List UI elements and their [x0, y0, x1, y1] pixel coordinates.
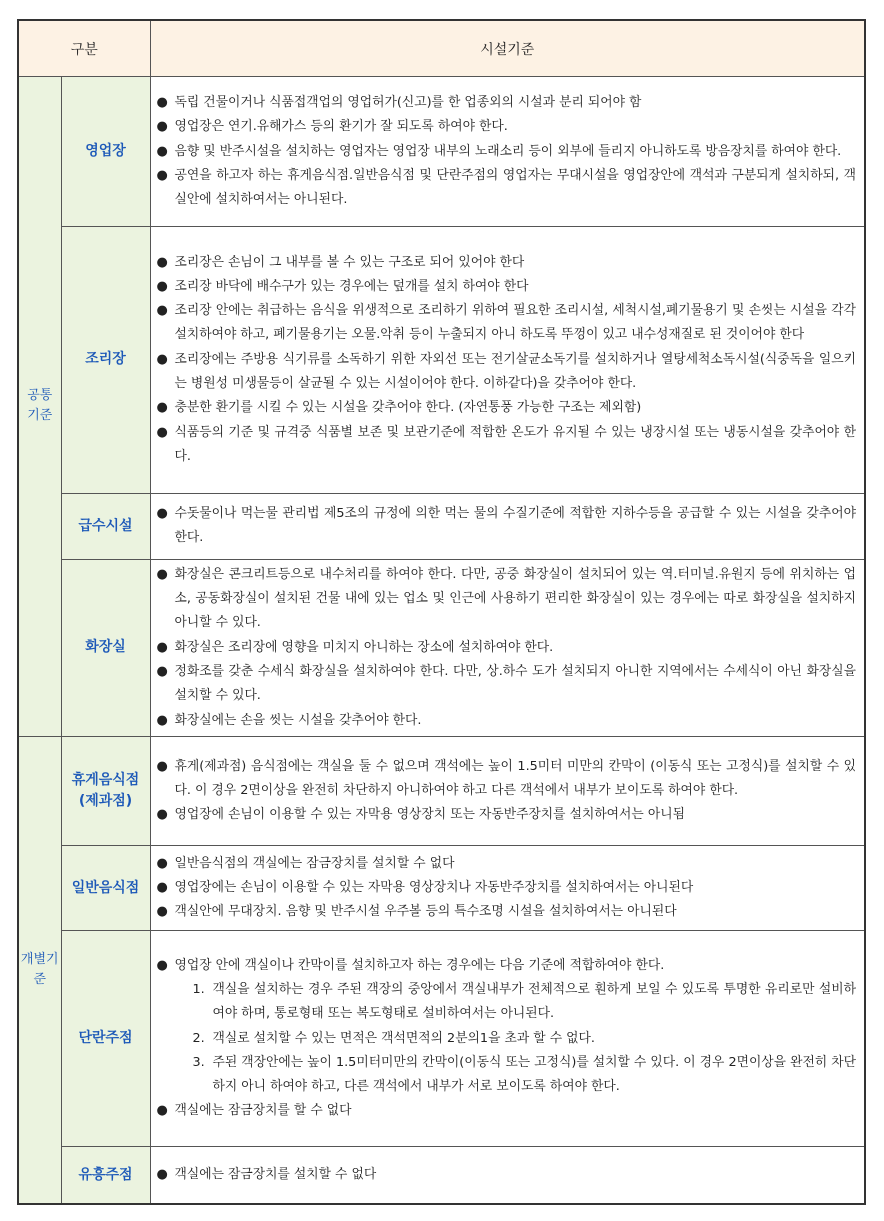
row-label: 단란주점 [61, 931, 150, 1147]
numbered-item: 3. 주된 객장안에는 높이 1.5미터미만의 칸막이(이동식 또는 고정식)를 설치할 수 있다. 이 경우 2면이상을 완전히 차단하지 아니 하여야 하고, 다른 객석에서 내부가 서로 보이도록 하여야 한다. [192, 1054, 856, 1095]
row-label: 일반음식점 [61, 846, 150, 931]
list-item: ● 식품등의 기준 및 규격중 식품별 보존 및 보관기준에 적합한 온도가 유지될 수 있는 냉장시설 또는 냉동시설을 갖추어야 한다. [157, 421, 857, 470]
table-row [18, 77, 865, 227]
list-item: ● 충분한 환기를 시킬 수 있는 시설을 갖추어야 한다. (자연통풍 가능한 구조는 제외함) [157, 396, 857, 420]
row-content [150, 227, 865, 493]
row-label: 급수시설 [61, 493, 150, 559]
group-individual [18, 736, 61, 1204]
bullet-icon: ● [156, 254, 168, 270]
list-item: ● 객실에는 잠금장치를 설치할 수 없다 [157, 1163, 857, 1187]
bullet-icon: ● [156, 639, 168, 655]
bullet-icon: ● [156, 400, 168, 416]
table-row [18, 1147, 865, 1204]
list-item: ● 수돗물이나 먹는물 관리법 제5조의 규정에 의한 먹는 물의 수질기준에 적합한 지하수등을 공급할 수 있는 시설을 갖추어야 한다. [157, 502, 857, 551]
list-item: ● 조리장에는 주방용 식기류를 소독하기 위한 자외선 또는 전기살균소독기를 설치하거나 열탕세척소독시설(식중독을 일으키는 병원성 미생물등이 살균될 수 있는 시설이어야 한다. 이하같다)을 갖추어야 한다. [157, 348, 857, 397]
list-item: ● 화장실은 조리장에 영향을 미치지 아니하는 장소에 설치하여야 한다. [157, 636, 857, 660]
bullet-icon: ● [156, 94, 168, 110]
bullet-icon: ● [156, 351, 168, 367]
numbered-list [175, 978, 857, 1099]
row-label: 유흥주점 [61, 1147, 150, 1204]
table-row [18, 931, 865, 1147]
row-content [150, 77, 865, 227]
numbered-item: 1. 객실을 설치하는 경우 주된 객장의 중앙에서 객실내부가 전체적으로 훤하게 보일 수 있도록 투명한 유리로만 설비하여야 하며, 통로형태 또는 복도형태로 설비하여서는 아니된다. [192, 982, 856, 1022]
facility-standards-table [17, 19, 866, 1205]
bullet-icon: ● [156, 505, 168, 521]
table-row [18, 736, 865, 845]
list-item: ● 일반음식점의 객실에는 잠금장치를 설치할 수 없다 [157, 852, 857, 876]
row-label: 조리장 [61, 227, 150, 493]
bullet-icon: ● [156, 1167, 168, 1183]
table-row [18, 846, 865, 931]
list-item: ● 휴게(제과점) 음식점에는 객실을 둘 수 없으며 객석에는 높이 1.5미터 미만의 칸막이 (이동식 또는 고정식)를 설치할 수 있다. 이 경우 2면이상을 완전히 차단하지 아니하여야 하고 다른 객석에서 내부가 보이도록 하여야 한다. [157, 755, 857, 804]
list-item: ● 조리장 안에는 취급하는 음식을 위생적으로 조리하기 위하여 필요한 조리시설, 세척시설,폐기물용기 및 손씻는 시설을 각각 설치하여야 하고, 폐기물용기는 오물.악취 등이 누출되지 아니 하도록 뚜껑이 있고 내수성재질로 된 것이어야 한다 [157, 299, 857, 348]
list-item: ● 화장실은 콘크리트등으로 내수처리를 하여야 한다. 다만, 공중 화장실이 설치되어 있는 역.터미널.유원지 등에 위치하는 업소, 공동화장실이 설치된 건물 내에 있는 업소 및 인근에 사용하기 편리한 화장실이 있는 경우에는 따로 화장실을 설치하지 아니할 수 있다. [157, 563, 857, 636]
bullet-icon: ● [156, 904, 168, 920]
row-content [150, 1147, 865, 1204]
bullet-icon: ● [156, 879, 168, 895]
bullet-icon: ● [156, 807, 168, 823]
list-item: ● 영업장 안에 객실이나 칸막이를 설치하고자 하는 경우에는 다음 기준에 적합하여야 한다. 1. 객실을 설치하는 경우 주된 객장의 중앙에서 객실내부가 전체적으로 훤하게 보일 수 있도록 투명한 유리로만 설비하여야 하며, 통로형태 또는 복도형태로 설비하여서는 아니된다. 2. 객실로 설치할 수 있는 면적은 객석면적의 2분의1을 초과 할 수 없다. 3. 주된 객장안에는 높이 1.5미터미만의 칸막이(이동식 또는 고정식)를 설치할 수 있다. 이 경우 2면이상을 완전히 차단하지 아니 하여야 하고, 다른 객석에서 내부가 서로 보이도록 하여야 한다. [157, 954, 857, 1100]
table-header-row [18, 20, 865, 77]
group-common [18, 77, 61, 737]
bullet-icon: ● [156, 1103, 168, 1119]
bullet-icon: ● [156, 424, 168, 440]
row-label: 휴게음식점 (제과점) [61, 736, 150, 845]
bullet-icon: ● [156, 119, 168, 135]
list-item: ● 공연을 하고자 하는 휴게음식점.일반음식점 및 단란주점의 영업자는 무대시설을 영업장안에 객석과 구분되게 설치하되, 객실안에 설치하여서는 아니된다. [157, 164, 857, 213]
list-item: ● 객실에는 잠금장치를 할 수 없다 [157, 1099, 857, 1123]
bullet-icon: ● [156, 143, 168, 159]
numbered-item: 2. 객실로 설치할 수 있는 면적은 객석면적의 2분의1을 초과 할 수 없다. [192, 1030, 595, 1046]
bullet-icon: ● [156, 712, 168, 728]
list-item: ● 음향 및 반주시설을 설치하는 영업자는 영업장 내부의 노래소리 등이 외부에 들리지 아니하도록 방음장치를 하여야 한다. [157, 140, 857, 164]
bullet-icon: ● [156, 855, 168, 871]
row-content [150, 931, 865, 1147]
bullet-icon: ● [156, 663, 168, 679]
row-content [150, 493, 865, 559]
table-row [18, 227, 865, 493]
row-label: 영업장 [61, 77, 150, 227]
list-item: ● 조리장은 손님이 그 내부를 볼 수 있는 구조로 되어 있어야 한다 [157, 251, 857, 275]
header-criteria: 시설기준 [150, 20, 865, 77]
list-item: ● 독립 건물이거나 식품접객업의 영업허가(신고)를 한 업종외의 시설과 분리 되어야 함 [157, 91, 857, 115]
bullet-icon: ● [156, 566, 168, 582]
table-row [18, 559, 865, 736]
table-row [18, 493, 865, 559]
row-label: 화장실 [61, 559, 150, 736]
bullet-icon: ● [156, 957, 168, 973]
list-item: ● 영업장에는 손님이 이용할 수 있는 자막용 영상장치나 자동반주장치를 설치하여서는 아니된다 [157, 876, 857, 900]
row-content [150, 559, 865, 736]
row-content [150, 846, 865, 931]
bullet-icon: ● [156, 167, 168, 183]
group-label: 공통 기준 [27, 388, 53, 424]
list-item: ● 객실안에 무대장치. 음향 및 반주시설 우주볼 등의 특수조명 시설을 설치하여서는 아니된다 [157, 900, 857, 924]
list-item: ● 조리장 바닥에 배수구가 있는 경우에는 덮개를 설치 하여야 한다 [157, 275, 857, 299]
list-item: ● 영업장에 손님이 이용할 수 있는 자막용 영상장치 또는 자동반주장치를 설치하여서는 아니됨 [157, 803, 857, 827]
group-label: 개별기 준 [20, 951, 59, 987]
header-category: 구분 [18, 20, 150, 77]
bullet-icon: ● [156, 758, 168, 774]
list-item: ● 화장실에는 손을 씻는 시설을 갖추어야 한다. [157, 709, 857, 733]
bullet-icon: ● [156, 303, 168, 319]
list-item: ● 정화조를 갖춘 수세식 화장실을 설치하여야 한다. 다만, 상.하수 도가 설치되지 아니한 지역에서는 수세식이 아닌 화장실을 설치할 수 있다. [157, 660, 857, 709]
bullet-icon: ● [156, 278, 168, 294]
list-item: ● 영업장은 연기.유해가스 등의 환기가 잘 되도록 하여야 한다. [157, 115, 857, 139]
row-content [150, 736, 865, 845]
